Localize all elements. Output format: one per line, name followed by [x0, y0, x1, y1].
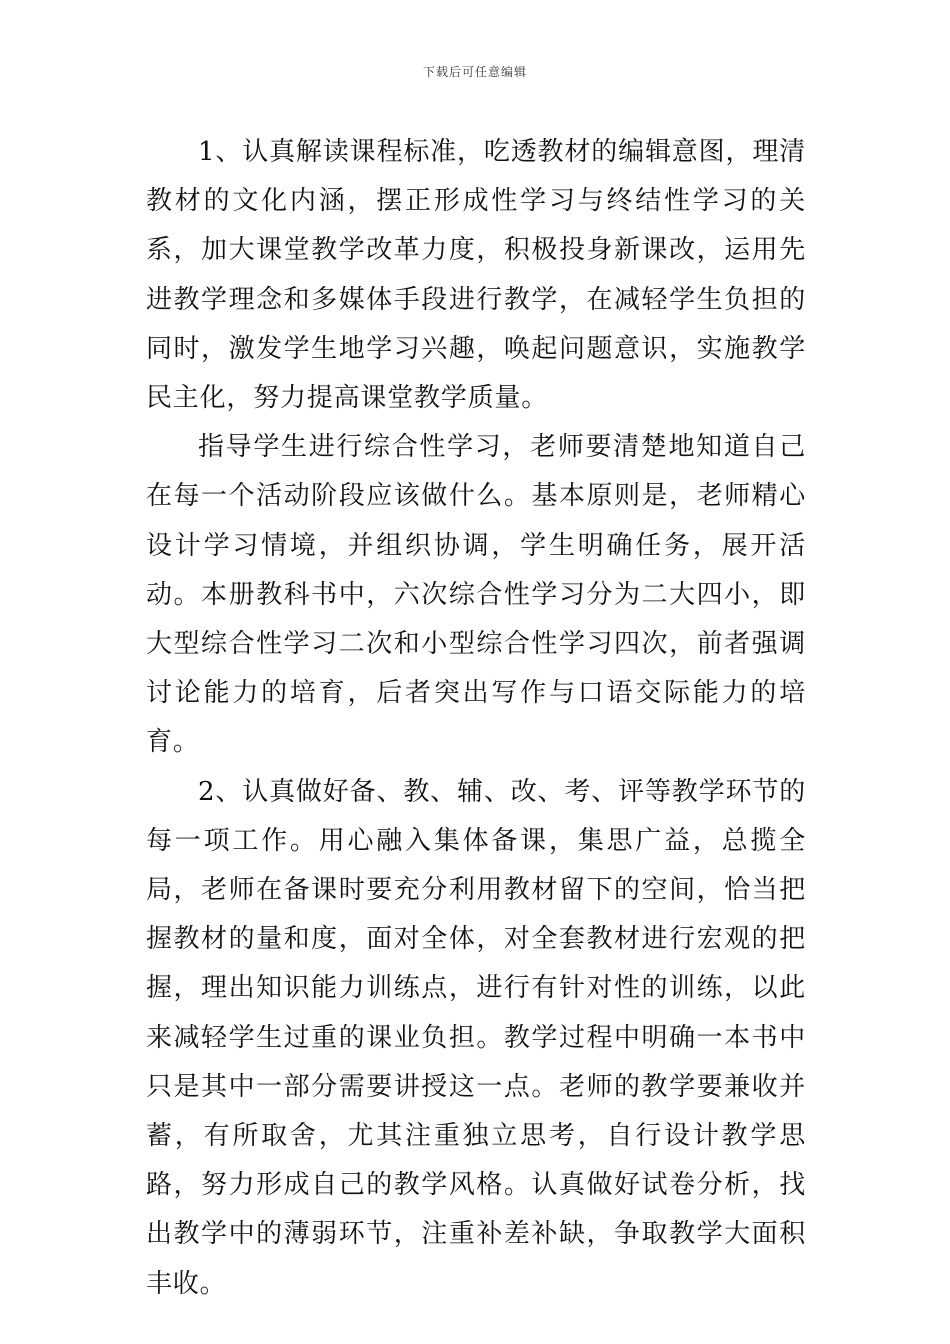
page-header: 下载后可任意编辑	[422, 65, 527, 79]
paragraph-2: 指导学生进行综合性学习，老师要清楚地知道自己在每一个活动阶段应该做什么。基本原则是，老师精心设计学习情境，并组织协调，学生明确任务，展开活动。本册教科书中，六次综合性学习分为二大四小，即大型综合性学习二次和小型综合性学习四次，前者强调讨论能力的培育，后者突出写作与口语交际能力的培育。	[146, 432, 806, 758]
paragraph-1: 1、认真解读课程标准，吃透教材的编辑意图，理清教材的文化内涵，摆正形成性学习与终结性学习的关系，加大课堂教学改革力度，积极投身新课改，运用先进教学理念和多媒体手段进行教学，在减轻学生负担的同时，激发学生地学习兴趣，唤起问题意识，实施教学民主化，努力提高课堂教学质量。	[146, 137, 806, 414]
document-body	[146, 128, 806, 1309]
paragraph-3: 2、认真做好备、教、辅、改、考、评等教学环节的每一项工作。用心融入集体备课，集思广益，总揽全局，老师在备课时要充分利用教材留下的空间，恰当把握教材的量和度，面对全体，对全套教材进行宏观的把握，理出知识能力训练点，进行有针对性的训练，以此来减轻学生过重的课业负担。教学过程中明确一本书中只是其中一部分需要讲授这一点。老师的教学要兼收并蓄，有所取舍，尤其注重独立思考，自行设计教学思路，努力形成自己的教学风格。认真做好试卷分析，找出教学中的薄弱环节，注重补差补缺，争取教学大面积丰收。	[146, 776, 806, 1299]
